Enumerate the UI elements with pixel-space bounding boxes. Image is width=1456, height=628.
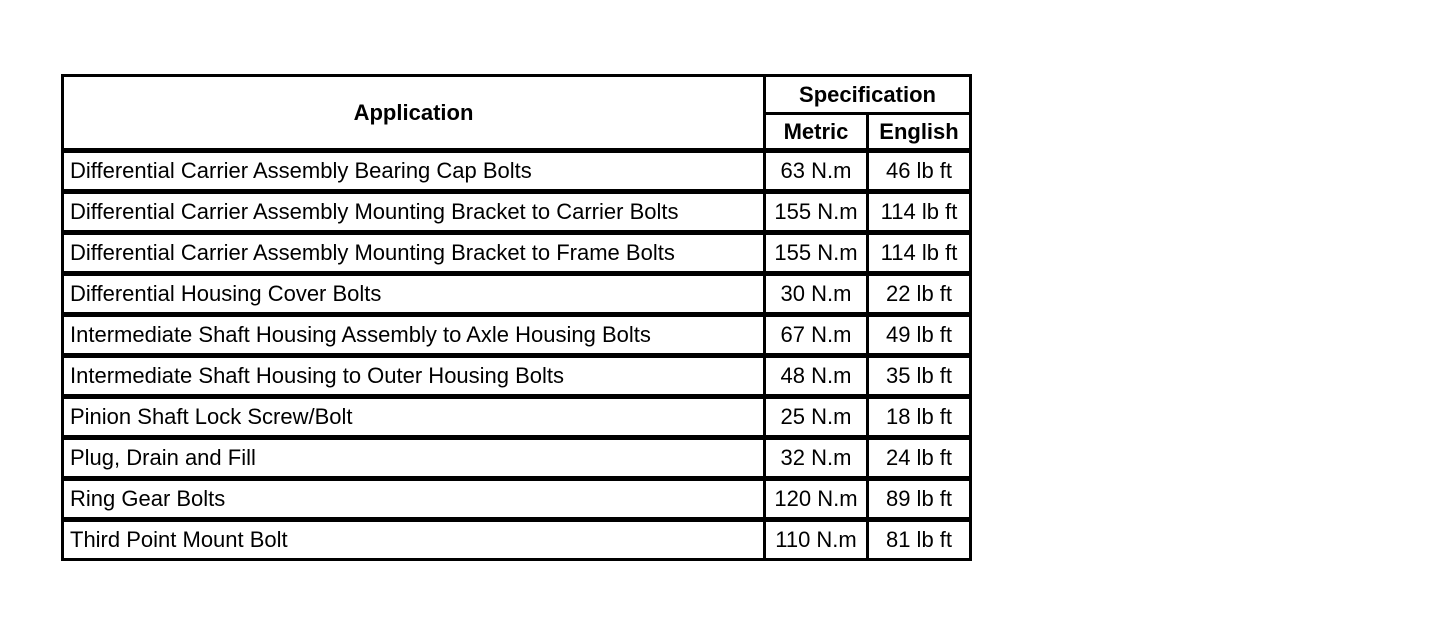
english-cell: 81 lb ft bbox=[885, 527, 953, 552]
torque-spec-table bbox=[61, 74, 972, 561]
metric-cell: 120 N.m bbox=[766, 481, 869, 522]
english-cell: 22 lb ft bbox=[869, 276, 969, 317]
header-application: Application bbox=[64, 77, 766, 153]
table-body bbox=[64, 153, 969, 558]
metric-cell: 155 N.m bbox=[766, 194, 869, 235]
table-row bbox=[64, 153, 969, 194]
metric-cell: 25 N.m bbox=[766, 399, 869, 440]
metric-cell: 48 N.m bbox=[766, 358, 869, 399]
english-cell: 24 lb ft bbox=[869, 440, 969, 481]
english-cell: 18 lb ft bbox=[869, 399, 969, 440]
table-row bbox=[64, 399, 969, 440]
english-cell: 89 lb ft bbox=[869, 481, 969, 522]
metric-cell: 32 N.m bbox=[766, 440, 869, 481]
application-cell: Intermediate Shaft Housing Assembly to Axle Housing Bolts bbox=[64, 317, 766, 358]
table-header bbox=[64, 77, 969, 153]
english-cell: 49 lb ft bbox=[869, 317, 969, 358]
table-row bbox=[64, 235, 969, 276]
table-row bbox=[64, 440, 969, 481]
english-cell: 35 lb ft bbox=[869, 358, 969, 399]
metric-cell: 110 N.m bbox=[766, 522, 869, 558]
header-english: English bbox=[869, 115, 969, 153]
english-cell: 114 lb ft bbox=[869, 235, 969, 276]
english-cell: 46 lb ft bbox=[869, 153, 969, 194]
table-row bbox=[64, 481, 969, 522]
header-metric: Metric bbox=[766, 115, 869, 153]
metric-cell: 30 N.m bbox=[766, 276, 869, 317]
application-cell: Plug, Drain and Fill bbox=[64, 440, 766, 481]
table-row bbox=[64, 276, 969, 317]
application-cell: Intermediate Shaft Housing to Outer Housing Bolts bbox=[64, 358, 766, 399]
metric-cell: 155 N.m bbox=[766, 235, 869, 276]
application-cell: Differential Carrier Assembly Mounting Bracket to Frame Bolts bbox=[64, 235, 766, 276]
english-cell: 114 lb ft bbox=[869, 194, 969, 235]
application-cell: Third Point Mount Bolt bbox=[64, 522, 766, 558]
application-cell: Differential Carrier Assembly Bearing Cap Bolts bbox=[64, 153, 766, 194]
application-cell: Ring Gear Bolts bbox=[64, 481, 766, 522]
table-row bbox=[64, 522, 969, 558]
table-row bbox=[64, 317, 969, 358]
application-cell: Differential Carrier Assembly Mounting Bracket to Carrier Bolts bbox=[64, 194, 766, 235]
application-cell: Differential Housing Cover Bolts bbox=[64, 276, 766, 317]
header-specification: Specification bbox=[766, 77, 969, 115]
table-row bbox=[64, 358, 969, 399]
application-cell: Pinion Shaft Lock Screw/Bolt bbox=[64, 399, 766, 440]
metric-cell: 67 N.m bbox=[766, 317, 869, 358]
metric-cell: 63 N.m bbox=[766, 153, 869, 194]
table-row bbox=[64, 194, 969, 235]
